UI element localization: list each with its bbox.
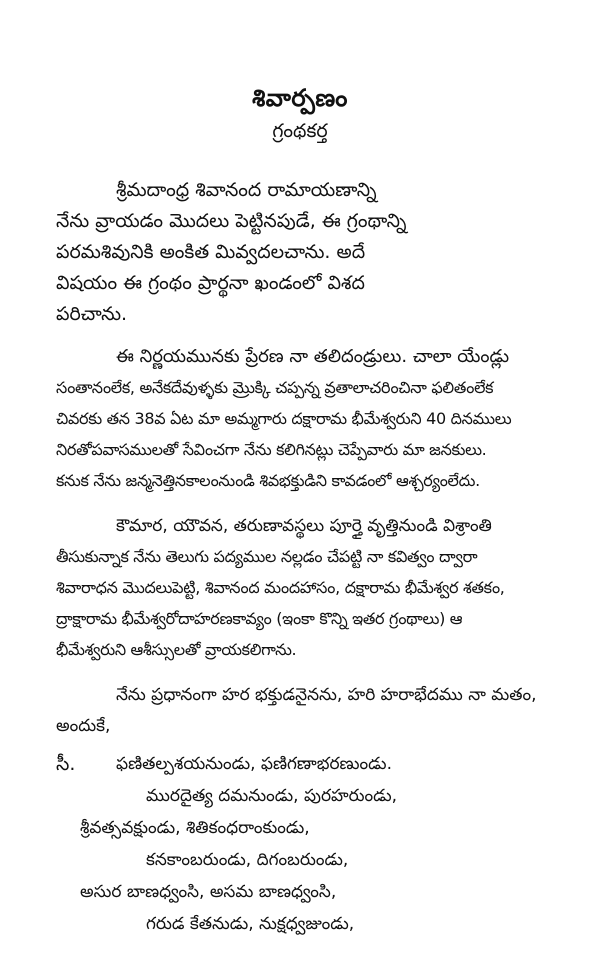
paragraph4-line: నేను ప్రధానంగా హర భక్తుడనైనను, హరి హరాభేదము నా మతం, — [116, 685, 537, 705]
paragraph3-line: తీసుకున్నాక నేను తెలుగు పద్యముల నల్లడం చేపట్టి నా కవిత్వం ద్వారా — [56, 547, 478, 566]
poem-line: కనకాంబరుండు, దిగంబరుండు, — [146, 850, 349, 870]
paragraph3-line: శివారాధన మొదలుపెట్టి, శివానంద మందహాసం, దక్షారామ భీమేశ్వర శతకం, — [56, 578, 505, 597]
poem-line: గరుడ కేతనుడు, నుక్షధ్వజుండు, — [146, 914, 355, 934]
paragraph3-line: ద్రాక్షారామ భీమేశ్వరోదాహరణకావ్యం (ఇంకా కొన్ని ఇతర గ్రంథాలు) ఆ — [56, 609, 463, 628]
poem-line: మురదైత్య దమనుండు, పురహరుండు, — [146, 786, 398, 806]
paragraph2-line: ఈ నిర్ణయమునకు ప్రేరణ నా తలిదండ్రులు. చాలా యేండ్లు — [116, 346, 510, 367]
paragraph1-line: విషయం ఈ గ్రంథం ప్రార్థనా ఖండంలో విశద — [56, 272, 365, 294]
page-subtitle: గ్రంథకర్త — [272, 120, 328, 142]
paragraph3-line: కౌమార, యౌవన, తరుణావస్థలు పూర్తై వృత్తినుండి విశ్రాంతి — [116, 516, 492, 536]
paragraph1-line: పరిచాను. — [56, 303, 128, 325]
paragraph3-line: భీమేశ్వరుని ఆశీస్సులతో వ్రాయకలిగాను. — [56, 640, 297, 659]
paragraph2-line: చివరకు తన 38వ ఏట మా అమ్మగారు దక్షారామ భీమేశ్వరుని 40 దినములు — [56, 409, 512, 428]
poem-label: సీ. — [56, 753, 76, 775]
paragraph2-line: సంతానంలేక, అనేకదేవుళ్ళకు మ్రొక్కి చప్పన్న వ్రతాలాచరించినా ఫలితంలేక — [56, 378, 494, 397]
page-title: శివార్పణం — [252, 84, 348, 112]
paragraph1-line: నేను వ్రాయడం మొదలు పెట్టినపుడే, ఈ గ్రంథాన్ని — [56, 210, 407, 232]
poem-line: ఫణితల్పశయనుండు, ఫణిగణాభరణుండు. — [116, 754, 392, 774]
paragraph1-line: శ్రీమదాంధ్ర శివానంద రామాయణాన్ని — [116, 179, 377, 201]
poem-line: శ్రీవత్సవక్షుండు, శితికంధరాంకుండు, — [80, 818, 310, 838]
poem-line: అసుర బాణధ్వంసి, అసమ బాణధ్వంసి, — [80, 882, 337, 902]
paragraph2-line: నిరతోపవాసములతో సేవించగా నేను కలిగినట్లు చెప్పేవారు మా జనకులు. — [56, 440, 487, 459]
paragraph4-line: అందుకే, — [56, 716, 111, 736]
paragraph2-line: కనుక నేను జన్మనెత్తినకాలంనుండి శివభక్తుడిని కావడంలో ఆశ్చర్యంలేదు. — [56, 471, 480, 490]
paragraph1-line: పరమశివునికి అంకిత మివ్వదలచాను. అదే — [56, 241, 366, 263]
